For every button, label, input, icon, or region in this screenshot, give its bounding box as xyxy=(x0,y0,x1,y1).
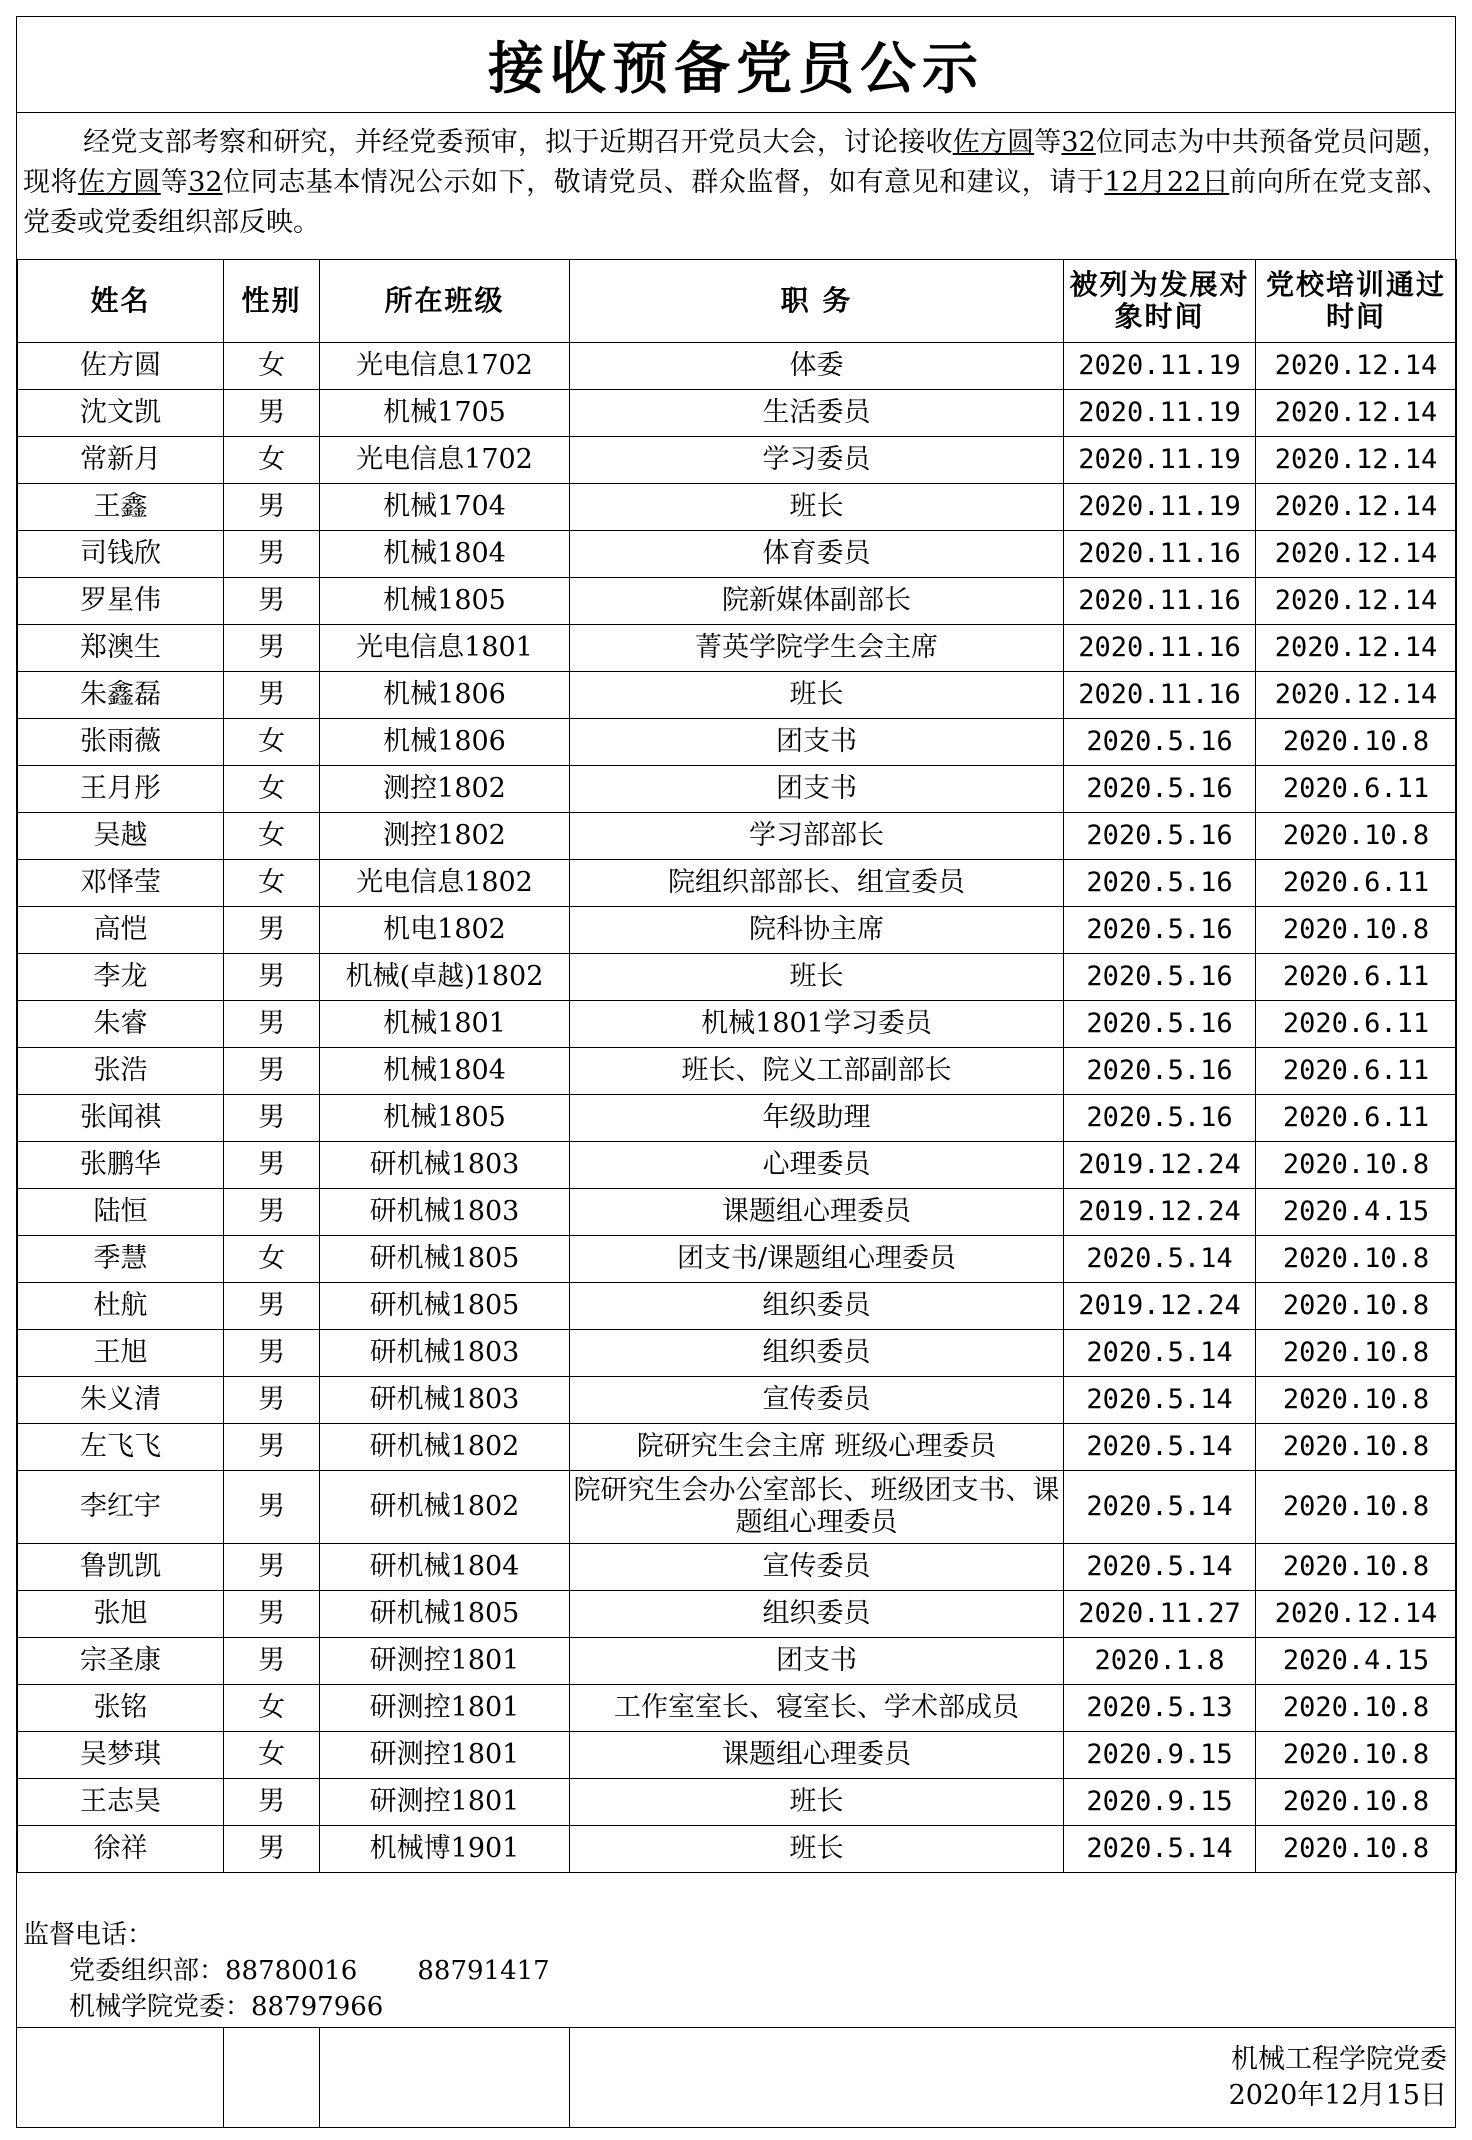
cell-name: 张闻祺 xyxy=(18,1095,224,1142)
cell-gender: 男 xyxy=(224,1001,320,1048)
hotline-org-phone1: 88780016 xyxy=(225,1956,358,1986)
cell-class: 研机械1803 xyxy=(320,1189,570,1236)
cell-duty: 班长、院义工部副部长 xyxy=(570,1048,1064,1095)
cell-class: 研测控1801 xyxy=(320,1779,570,1826)
cell-name: 邓怿莹 xyxy=(18,860,224,907)
cell-gender: 男 xyxy=(224,531,320,578)
cell-gender: 男 xyxy=(224,1826,320,1873)
cell-name: 张旭 xyxy=(18,1591,224,1638)
cell-duty: 学习委员 xyxy=(570,437,1064,484)
cell-gender: 男 xyxy=(224,907,320,954)
cell-class: 研机械1803 xyxy=(320,1142,570,1189)
cell-class: 研测控1801 xyxy=(320,1732,570,1779)
cell-class: 机械博1901 xyxy=(320,1826,570,1873)
table-row xyxy=(18,860,1457,907)
cell-dev-date: 2019.12.24 xyxy=(1064,1142,1256,1189)
table-row xyxy=(18,1330,1457,1377)
table-row xyxy=(18,1732,1457,1779)
cell-class: 研机械1805 xyxy=(320,1236,570,1283)
intro-paragraph xyxy=(23,123,1449,243)
cell-duty: 菁英学院学生会主席 xyxy=(570,625,1064,672)
hotline-block xyxy=(23,1917,550,2025)
cell-dev-date: 2020.11.19 xyxy=(1064,390,1256,437)
cell-class: 光电信息1802 xyxy=(320,860,570,907)
cell-duty: 工作室室长、寝室长、学术部成员 xyxy=(570,1685,1064,1732)
cell-gender: 男 xyxy=(224,484,320,531)
cell-dev-date: 2020.11.19 xyxy=(1064,437,1256,484)
cell-gender: 男 xyxy=(224,1189,320,1236)
cell-duty: 团支书/课题组心理委员 xyxy=(570,1236,1064,1283)
cell-name: 王旭 xyxy=(18,1330,224,1377)
cell-duty: 生活委员 xyxy=(570,390,1064,437)
intro-deadline: 12月22日 xyxy=(1104,167,1230,198)
cell-dev-date: 2020.5.16 xyxy=(1064,907,1256,954)
cell-duty: 班长 xyxy=(570,672,1064,719)
cell-duty: 院组织部部长、组宣委员 xyxy=(570,860,1064,907)
table-row xyxy=(18,954,1457,1001)
cell-name: 鲁凯凯 xyxy=(18,1544,224,1591)
cell-class: 机械(卓越)1802 xyxy=(320,954,570,1001)
cell-duty: 年级助理 xyxy=(570,1095,1064,1142)
notice-sheet xyxy=(16,16,1456,2128)
cell-class: 机电1802 xyxy=(320,907,570,954)
cell-dev-date: 2020.9.15 xyxy=(1064,1779,1256,1826)
cell-gender: 男 xyxy=(224,1095,320,1142)
cell-gender: 男 xyxy=(224,1638,320,1685)
table-row xyxy=(18,625,1457,672)
cell-class: 机械1704 xyxy=(320,484,570,531)
cell-name: 吴梦琪 xyxy=(18,1732,224,1779)
cell-dev-date: 2020.5.16 xyxy=(1064,813,1256,860)
table-row xyxy=(18,1189,1457,1236)
intro-text: 位同志基本情况公示如下，敬请党员、群众监督，如有意见和建议，请于 xyxy=(222,167,1105,198)
cell-name: 佐方圆 xyxy=(18,343,224,390)
cell-training-date: 2020.10.8 xyxy=(1256,1685,1457,1732)
cell-duty: 班长 xyxy=(570,1826,1064,1873)
cell-dev-date: 2020.5.14 xyxy=(1064,1330,1256,1377)
cell-gender: 男 xyxy=(224,1544,320,1591)
cell-name: 陆恒 xyxy=(18,1189,224,1236)
cell-class: 机械1804 xyxy=(320,531,570,578)
page-title: 接收预备党员公示 xyxy=(17,17,1455,113)
cell-dev-date: 2020.11.19 xyxy=(1064,343,1256,390)
cell-class: 研机械1803 xyxy=(320,1330,570,1377)
cell-duty: 组织委员 xyxy=(570,1330,1064,1377)
cell-duty: 体委 xyxy=(570,343,1064,390)
table-row xyxy=(18,1377,1457,1424)
table-row xyxy=(18,1471,1457,1544)
cell-training-date: 2020.12.14 xyxy=(1256,531,1457,578)
footer-divider xyxy=(319,2028,320,2127)
cell-duty: 心理委员 xyxy=(570,1142,1064,1189)
intro-count: 32 xyxy=(1061,127,1096,158)
cell-training-date: 2020.12.14 xyxy=(1256,343,1457,390)
cell-class: 光电信息1702 xyxy=(320,343,570,390)
cell-gender: 女 xyxy=(224,1685,320,1732)
cell-gender: 男 xyxy=(224,1377,320,1424)
cell-dev-date: 2020.5.16 xyxy=(1064,1095,1256,1142)
cell-duty: 团支书 xyxy=(570,719,1064,766)
cell-name: 李龙 xyxy=(18,954,224,1001)
cell-class: 研机械1802 xyxy=(320,1424,570,1471)
cell-dev-date: 2020.11.16 xyxy=(1064,578,1256,625)
table-row xyxy=(18,437,1457,484)
cell-dev-date: 2020.5.16 xyxy=(1064,1001,1256,1048)
cell-class: 机械1806 xyxy=(320,672,570,719)
cell-duty: 院科协主席 xyxy=(570,907,1064,954)
intro-text: 等 xyxy=(1034,127,1062,158)
cell-duty: 班长 xyxy=(570,484,1064,531)
header-duty: 职 务 xyxy=(570,260,1064,343)
hotline-college-label: 机械学院党委： xyxy=(69,1992,252,2022)
cell-gender: 男 xyxy=(224,1471,320,1544)
cell-name: 左飞飞 xyxy=(18,1424,224,1471)
cell-dev-date: 2020.1.8 xyxy=(1064,1638,1256,1685)
signature xyxy=(1229,2042,1447,2114)
table-header-row xyxy=(18,260,1457,343)
table-row xyxy=(18,1685,1457,1732)
cell-gender: 女 xyxy=(224,1732,320,1779)
cell-training-date: 2020.10.8 xyxy=(1256,907,1457,954)
cell-dev-date: 2020.11.27 xyxy=(1064,1591,1256,1638)
cell-training-date: 2020.10.8 xyxy=(1256,813,1457,860)
cell-training-date: 2020.12.14 xyxy=(1256,390,1457,437)
cell-training-date: 2020.10.8 xyxy=(1256,1377,1457,1424)
table-row xyxy=(18,813,1457,860)
cell-class: 机械1805 xyxy=(320,578,570,625)
cell-class: 测控1802 xyxy=(320,766,570,813)
cell-name: 朱义清 xyxy=(18,1377,224,1424)
cell-gender: 男 xyxy=(224,1142,320,1189)
intro-count: 32 xyxy=(188,167,223,198)
hotline-org-row xyxy=(23,1953,550,1989)
cell-training-date: 2020.10.8 xyxy=(1256,1826,1457,1873)
cell-gender: 女 xyxy=(224,437,320,484)
table-row xyxy=(18,766,1457,813)
cell-name: 张铭 xyxy=(18,1685,224,1732)
cell-training-date: 2020.6.11 xyxy=(1256,860,1457,907)
cell-name: 王鑫 xyxy=(18,484,224,531)
cell-class: 研测控1801 xyxy=(320,1638,570,1685)
cell-dev-date: 2020.5.16 xyxy=(1064,766,1256,813)
cell-training-date: 2020.10.8 xyxy=(1256,719,1457,766)
hotline-label: 监督电话： xyxy=(23,1920,154,1950)
cell-name: 季慧 xyxy=(18,1236,224,1283)
intro-name: 佐方圆 xyxy=(78,167,161,198)
cell-gender: 女 xyxy=(224,813,320,860)
cell-training-date: 2020.4.15 xyxy=(1256,1638,1457,1685)
cell-name: 罗星伟 xyxy=(18,578,224,625)
cell-gender: 男 xyxy=(224,1330,320,1377)
cell-class: 光电信息1702 xyxy=(320,437,570,484)
cell-training-date: 2020.12.14 xyxy=(1256,625,1457,672)
cell-training-date: 2020.10.8 xyxy=(1256,1283,1457,1330)
cell-name: 王志昊 xyxy=(18,1779,224,1826)
cell-gender: 男 xyxy=(224,954,320,1001)
cell-class: 机械1804 xyxy=(320,1048,570,1095)
cell-name: 徐祥 xyxy=(18,1826,224,1873)
cell-training-date: 2020.10.8 xyxy=(1256,1142,1457,1189)
cell-duty: 组织委员 xyxy=(570,1283,1064,1330)
cell-training-date: 2020.10.8 xyxy=(1256,1779,1457,1826)
cell-training-date: 2020.10.8 xyxy=(1256,1471,1457,1544)
cell-name: 李红宇 xyxy=(18,1471,224,1544)
cell-dev-date: 2019.12.24 xyxy=(1064,1283,1256,1330)
intro-text: 前向所在党支部、党委或党委组织部反映。 xyxy=(23,167,1450,238)
table-row xyxy=(18,1779,1457,1826)
cell-duty: 组织委员 xyxy=(570,1591,1064,1638)
cell-class: 研机械1803 xyxy=(320,1377,570,1424)
cell-duty: 团支书 xyxy=(570,766,1064,813)
intro-text: 经党支部考察和研究，并经党委预审，拟于近期召开党员大会，讨论接收 xyxy=(83,127,953,158)
footer-block xyxy=(17,2027,1455,2127)
cell-dev-date: 2020.9.15 xyxy=(1064,1732,1256,1779)
cell-duty: 课题组心理委员 xyxy=(570,1732,1064,1779)
cell-class: 研测控1801 xyxy=(320,1685,570,1732)
cell-dev-date: 2020.5.14 xyxy=(1064,1826,1256,1873)
cell-gender: 女 xyxy=(224,719,320,766)
cell-name: 张鹏华 xyxy=(18,1142,224,1189)
cell-dev-date: 2020.5.16 xyxy=(1064,860,1256,907)
cell-training-date: 2020.10.8 xyxy=(1256,1330,1457,1377)
header-dev-date: 被列为发展对象时间 xyxy=(1064,260,1256,343)
table-row xyxy=(18,1048,1457,1095)
cell-class: 研机械1802 xyxy=(320,1471,570,1544)
cell-gender: 男 xyxy=(224,625,320,672)
cell-training-date: 2020.12.14 xyxy=(1256,672,1457,719)
cell-name: 张雨薇 xyxy=(18,719,224,766)
table-row xyxy=(18,1236,1457,1283)
cell-duty: 团支书 xyxy=(570,1638,1064,1685)
cell-duty: 院研究生会主席 班级心理委员 xyxy=(570,1424,1064,1471)
cell-dev-date: 2020.11.19 xyxy=(1064,484,1256,531)
table-row xyxy=(18,1424,1457,1471)
header-training-date: 党校培训通过时间 xyxy=(1256,260,1457,343)
cell-gender: 女 xyxy=(224,860,320,907)
cell-class: 光电信息1801 xyxy=(320,625,570,672)
cell-training-date: 2020.4.15 xyxy=(1256,1189,1457,1236)
cell-class: 机械1705 xyxy=(320,390,570,437)
intro-text: 位同志为中共预备党员问题，现将 xyxy=(23,127,1450,198)
cell-dev-date: 2020.5.16 xyxy=(1064,719,1256,766)
cell-dev-date: 2020.5.14 xyxy=(1064,1544,1256,1591)
cell-gender: 女 xyxy=(224,343,320,390)
cell-class: 研机械1804 xyxy=(320,1544,570,1591)
cell-class: 机械1801 xyxy=(320,1001,570,1048)
cell-training-date: 2020.12.14 xyxy=(1256,484,1457,531)
cell-name: 高恺 xyxy=(18,907,224,954)
cell-name: 吴越 xyxy=(18,813,224,860)
hotline-college-row xyxy=(23,1989,550,2025)
cell-training-date: 2020.10.8 xyxy=(1256,1424,1457,1471)
cell-name: 常新月 xyxy=(18,437,224,484)
table-row xyxy=(18,1283,1457,1330)
cell-dev-date: 2020.5.14 xyxy=(1064,1424,1256,1471)
cell-training-date: 2020.6.11 xyxy=(1256,1095,1457,1142)
cell-name: 王月彤 xyxy=(18,766,224,813)
cell-dev-date: 2020.5.14 xyxy=(1064,1471,1256,1544)
cell-name: 郑澳生 xyxy=(18,625,224,672)
cell-dev-date: 2019.12.24 xyxy=(1064,1189,1256,1236)
table-row xyxy=(18,672,1457,719)
table-row xyxy=(18,1638,1457,1685)
header-class: 所在班级 xyxy=(320,260,570,343)
cell-duty: 体育委员 xyxy=(570,531,1064,578)
cell-training-date: 2020.12.14 xyxy=(1256,578,1457,625)
cell-duty: 机械1801学习委员 xyxy=(570,1001,1064,1048)
table-row xyxy=(18,719,1457,766)
signature-date: 2020年12月15日 xyxy=(1228,2080,1447,2111)
table-row xyxy=(18,907,1457,954)
table-row xyxy=(18,390,1457,437)
cell-class: 机械1805 xyxy=(320,1095,570,1142)
table-row xyxy=(18,1826,1457,1873)
cell-dev-date: 2020.5.14 xyxy=(1064,1236,1256,1283)
hotline-org-phone2: 88791417 xyxy=(417,1956,550,1986)
cell-duty: 宣传委员 xyxy=(570,1377,1064,1424)
footer-divider xyxy=(223,2028,224,2127)
cell-gender: 男 xyxy=(224,1048,320,1095)
cell-dev-date: 2020.5.14 xyxy=(1064,1377,1256,1424)
cell-dev-date: 2020.11.16 xyxy=(1064,531,1256,578)
header-name: 姓名 xyxy=(18,260,224,343)
cell-training-date: 2020.6.11 xyxy=(1256,954,1457,1001)
intro-text: 等 xyxy=(160,167,189,198)
cell-training-date: 2020.12.14 xyxy=(1256,1591,1457,1638)
cell-duty: 班长 xyxy=(570,1779,1064,1826)
cell-duty: 学习部部长 xyxy=(570,813,1064,860)
table-row xyxy=(18,531,1457,578)
cell-duty: 宣传委员 xyxy=(570,1544,1064,1591)
table-row xyxy=(18,1591,1457,1638)
cell-class: 研机械1805 xyxy=(320,1591,570,1638)
cell-name: 朱鑫磊 xyxy=(18,672,224,719)
cell-class: 机械1806 xyxy=(320,719,570,766)
cell-training-date: 2020.6.11 xyxy=(1256,766,1457,813)
cell-training-date: 2020.12.14 xyxy=(1256,437,1457,484)
cell-gender: 男 xyxy=(224,1591,320,1638)
table-row xyxy=(18,578,1457,625)
candidate-table xyxy=(17,259,1457,1873)
cell-gender: 女 xyxy=(224,1236,320,1283)
cell-dev-date: 2020.5.16 xyxy=(1064,954,1256,1001)
table-row xyxy=(18,484,1457,531)
cell-training-date: 2020.10.8 xyxy=(1256,1236,1457,1283)
table-row xyxy=(18,1142,1457,1189)
footer-divider xyxy=(569,2028,570,2127)
cell-duty: 班长 xyxy=(570,954,1064,1001)
cell-name: 宗圣康 xyxy=(18,1638,224,1685)
cell-gender: 男 xyxy=(224,672,320,719)
cell-training-date: 2020.10.8 xyxy=(1256,1732,1457,1779)
table-row xyxy=(18,1001,1457,1048)
cell-name: 沈文凯 xyxy=(18,390,224,437)
cell-duty: 院新媒体副部长 xyxy=(570,578,1064,625)
cell-gender: 男 xyxy=(224,1283,320,1330)
cell-class: 研机械1805 xyxy=(320,1283,570,1330)
cell-dev-date: 2020.11.16 xyxy=(1064,625,1256,672)
intro-name: 佐方圆 xyxy=(952,127,1035,158)
hotline-org-label: 党委组织部： xyxy=(69,1956,226,1986)
cell-name: 朱睿 xyxy=(18,1001,224,1048)
cell-name: 杜航 xyxy=(18,1283,224,1330)
cell-name: 司钱欣 xyxy=(18,531,224,578)
table-row xyxy=(18,1095,1457,1142)
cell-dev-date: 2020.11.16 xyxy=(1064,672,1256,719)
cell-gender: 女 xyxy=(224,766,320,813)
cell-gender: 男 xyxy=(224,1779,320,1826)
signature-org: 机械工程学院党委 xyxy=(1231,2044,1447,2075)
cell-gender: 男 xyxy=(224,390,320,437)
cell-training-date: 2020.6.11 xyxy=(1256,1048,1457,1095)
cell-gender: 男 xyxy=(224,1424,320,1471)
table-row xyxy=(18,343,1457,390)
cell-training-date: 2020.6.11 xyxy=(1256,1001,1457,1048)
cell-dev-date: 2020.5.16 xyxy=(1064,1048,1256,1095)
hotline-college-phone: 88797966 xyxy=(251,1992,384,2022)
cell-duty: 院研究生会办公室部长、班级团支书、课题组心理委员 xyxy=(570,1471,1064,1544)
cell-gender: 男 xyxy=(224,578,320,625)
cell-training-date: 2020.10.8 xyxy=(1256,1544,1457,1591)
cell-duty: 课题组心理委员 xyxy=(570,1189,1064,1236)
header-gender: 性别 xyxy=(224,260,320,343)
cell-class: 测控1802 xyxy=(320,813,570,860)
cell-dev-date: 2020.5.13 xyxy=(1064,1685,1256,1732)
table-row xyxy=(18,1544,1457,1591)
cell-name: 张浩 xyxy=(18,1048,224,1095)
